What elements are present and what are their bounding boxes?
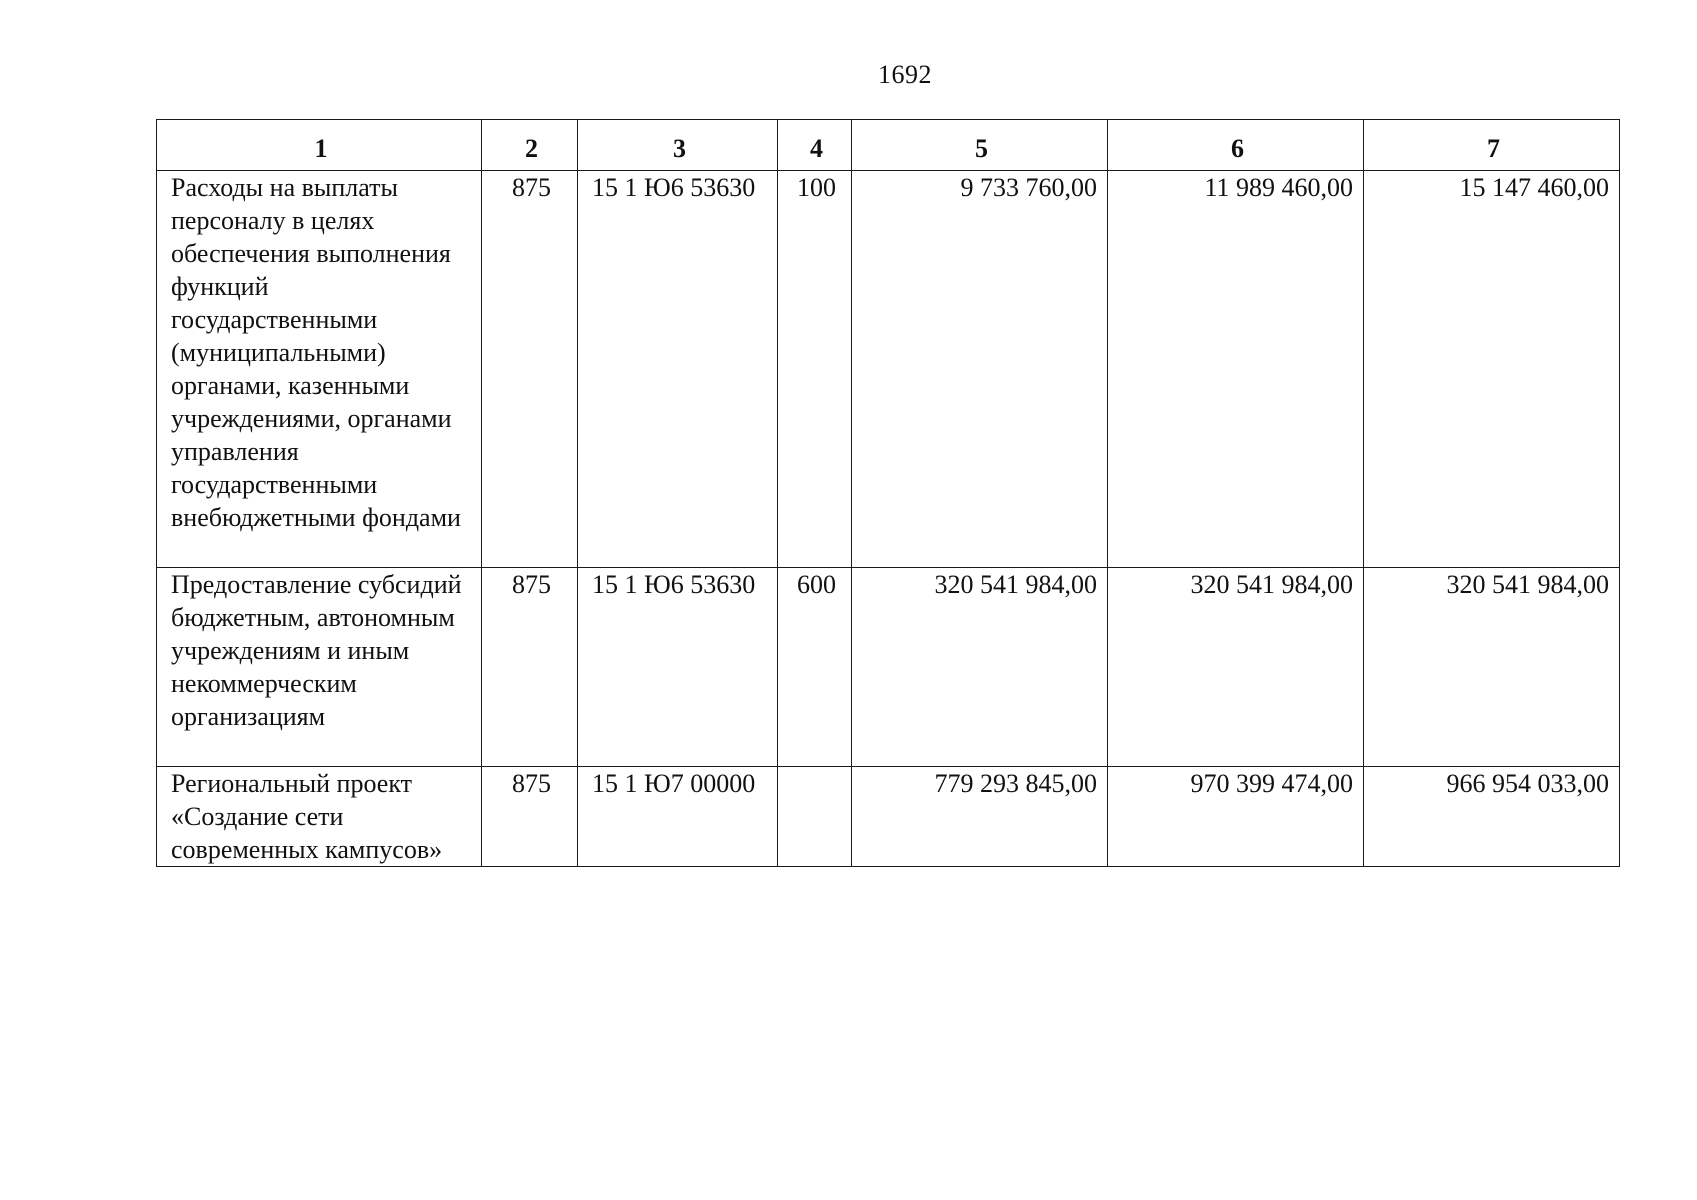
column-header-3: 3 — [578, 120, 778, 171]
column-header-4: 4 — [778, 120, 852, 171]
expense-type-cell: 600 — [778, 568, 852, 767]
ministry-code-cell: 875 — [482, 171, 578, 568]
amount-year-1-cell: 9 733 760,00 — [852, 171, 1108, 568]
column-header-6: 6 — [1108, 120, 1364, 171]
column-header-1: 1 — [157, 120, 482, 171]
page-number: 1692 — [878, 60, 932, 89]
expense-type-cell: 100 — [778, 171, 852, 568]
amount-year-2-cell: 11 989 460,00 — [1108, 171, 1364, 568]
column-header-2: 2 — [482, 120, 578, 171]
amount-year-3-cell: 966 954 033,00 — [1364, 767, 1620, 867]
expense-name-cell: Предоставление субсидий бюджетным, автономным учреждениям и иным некоммерческим организациям — [157, 568, 482, 767]
expense-name-cell: Региональный проект «Создание сети современных кампусов» — [157, 767, 482, 867]
table-row — [157, 767, 1620, 867]
expense-name-cell: Расходы на выплаты персоналу в целях обеспечения выполнения функций государственными (муниципальными) органами, казенными учреждениями, органами управления государственными внебюджетными фондами — [157, 171, 482, 568]
amount-year-2-cell: 320 541 984,00 — [1108, 568, 1364, 767]
table-row — [157, 171, 1620, 568]
expense-type-cell — [778, 767, 852, 867]
target-article-cell: 15 1 Ю6 53630 — [578, 171, 778, 568]
table-header-row — [157, 120, 1620, 171]
amount-year-2-cell: 970 399 474,00 — [1108, 767, 1364, 867]
amount-year-1-cell: 779 293 845,00 — [852, 767, 1108, 867]
column-header-7: 7 — [1364, 120, 1620, 171]
target-article-cell: 15 1 Ю6 53630 — [578, 568, 778, 767]
ministry-code-cell: 875 — [482, 767, 578, 867]
budget-table — [156, 119, 1620, 867]
amount-year-3-cell: 320 541 984,00 — [1364, 568, 1620, 767]
amount-year-1-cell: 320 541 984,00 — [852, 568, 1108, 767]
column-header-5: 5 — [852, 120, 1108, 171]
target-article-cell: 15 1 Ю7 00000 — [578, 767, 778, 867]
ministry-code-cell: 875 — [482, 568, 578, 767]
table-row — [157, 568, 1620, 767]
amount-year-3-cell: 15 147 460,00 — [1364, 171, 1620, 568]
